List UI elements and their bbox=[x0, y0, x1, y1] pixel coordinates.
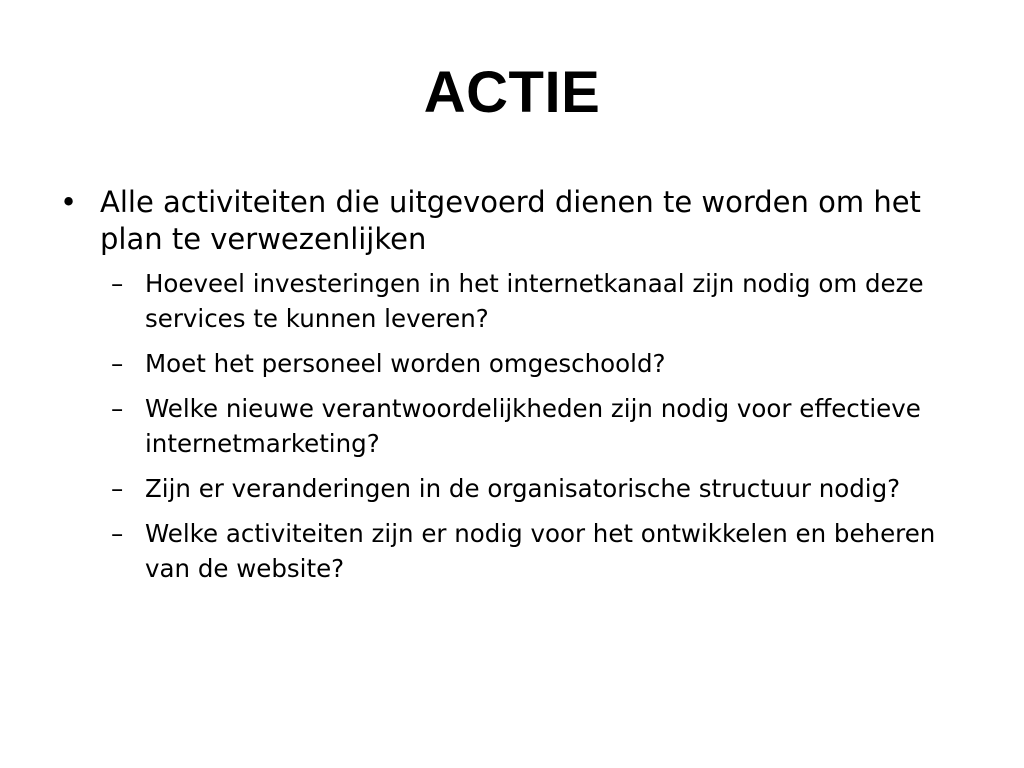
sub-bullet-item bbox=[60, 266, 960, 336]
sub-bullet-item bbox=[60, 346, 960, 381]
slide-title: ACTIE bbox=[423, 60, 601, 125]
sub-bullet-text: Zijn er veranderingen in de organisatorische structuur nodig? bbox=[145, 474, 901, 503]
sub-bullet-list bbox=[60, 266, 960, 586]
dash-icon: – bbox=[111, 394, 124, 423]
bullet-item bbox=[60, 184, 960, 258]
dash-icon: – bbox=[111, 519, 124, 548]
dash-icon: – bbox=[111, 474, 124, 503]
sub-bullet-item bbox=[60, 391, 960, 461]
sub-bullet-text: Hoeveel investeringen in het internetkanaal zijn nodig om deze services te kunnen leveren? bbox=[145, 269, 924, 333]
sub-bullet-item bbox=[60, 471, 960, 506]
sub-bullet-text: Moet het personeel worden omgeschoold? bbox=[145, 349, 666, 378]
sub-bullet-item bbox=[60, 516, 960, 586]
bullet-text: Alle activiteiten die uitgevoerd dienen te worden om het plan te verwezenlijken bbox=[100, 185, 921, 256]
dash-icon: – bbox=[111, 269, 124, 298]
sub-bullet-text: Welke nieuwe verantwoordelijkheden zijn nodig voor effectieve internetmarketing? bbox=[145, 394, 921, 458]
dash-icon: – bbox=[111, 349, 124, 378]
sub-bullet-text: Welke activiteiten zijn er nodig voor het ontwikkelen en beheren van de website? bbox=[145, 519, 936, 583]
bullet-dot-icon: • bbox=[60, 185, 78, 219]
slide-content bbox=[60, 184, 960, 596]
